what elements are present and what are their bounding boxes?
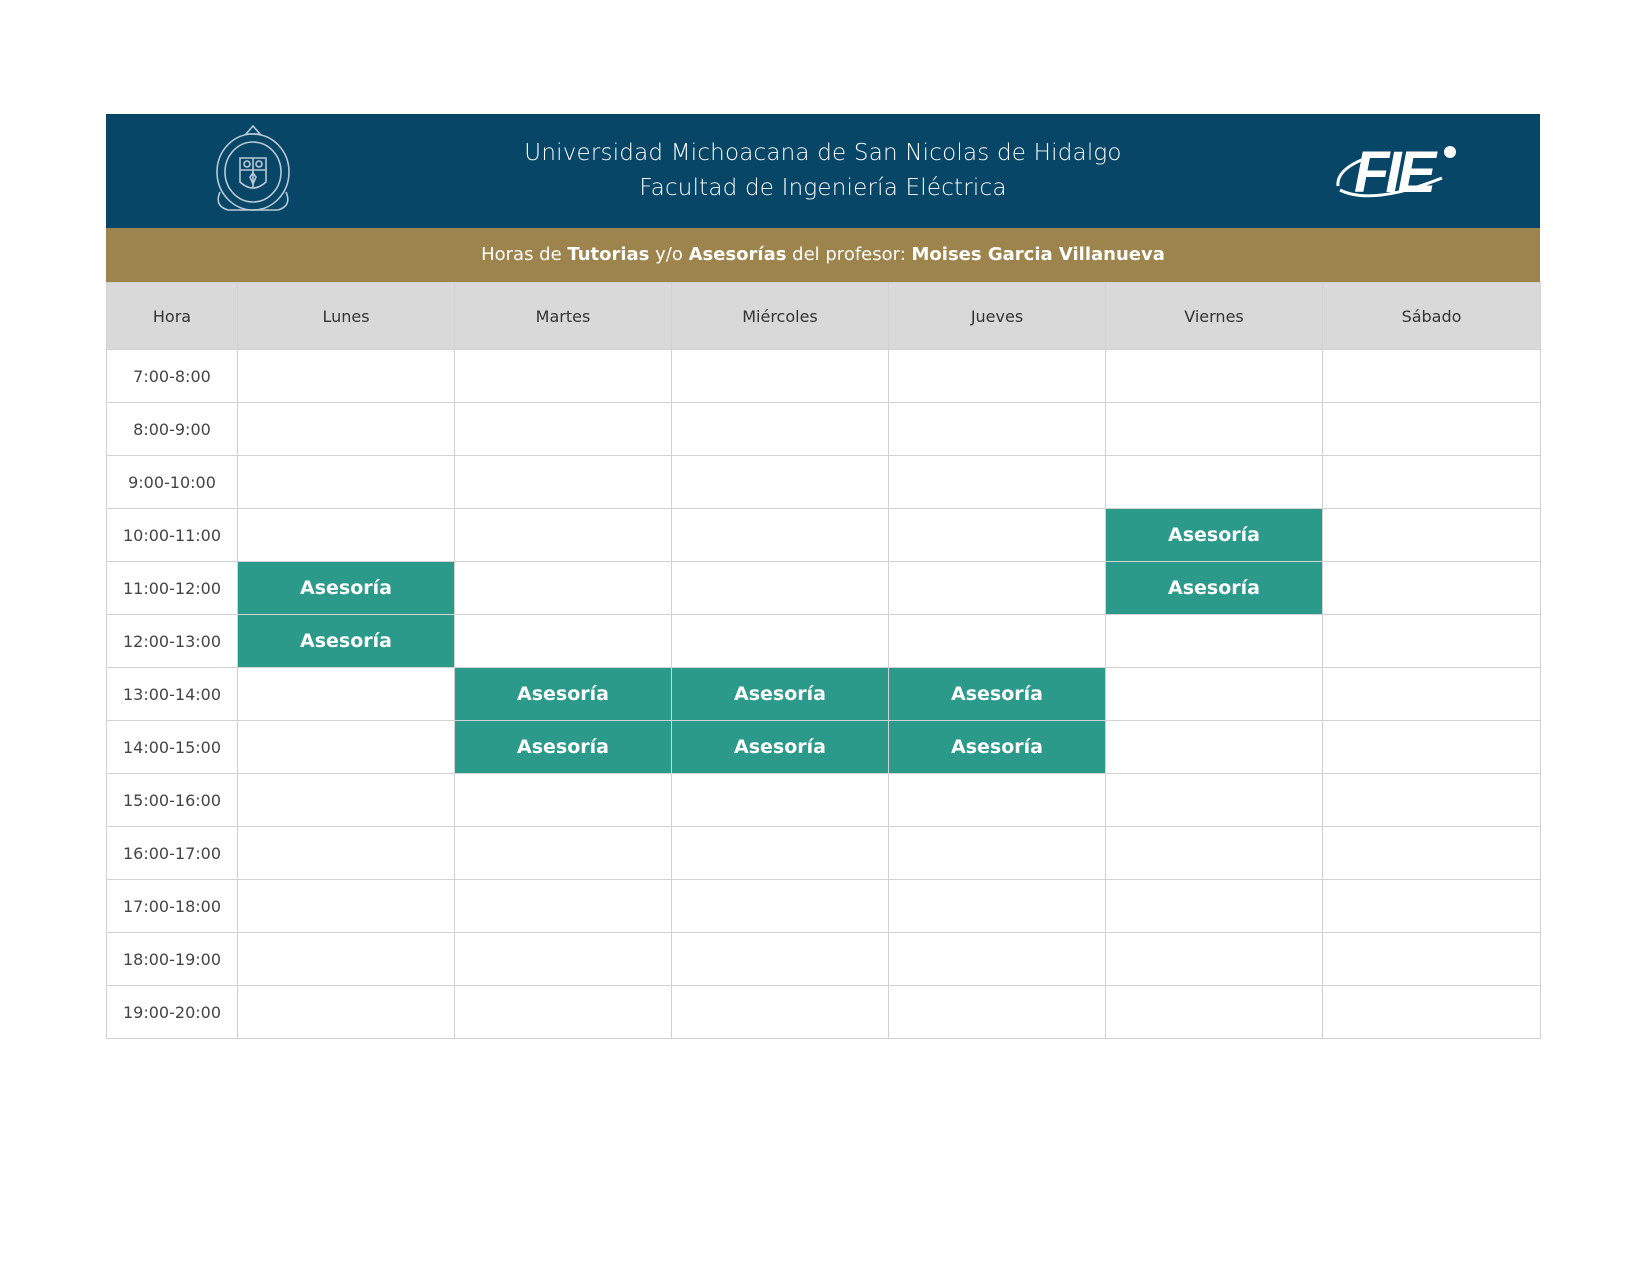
hour-cell: 8:00-9:00 [107,403,238,456]
empty-slot [1323,509,1541,562]
empty-slot [1323,721,1541,774]
schedule-row [107,721,1541,774]
schedule-row [107,668,1541,721]
university-seal-icon [210,122,296,218]
schedule-row [107,562,1541,615]
fie-logo-text: FIE [1354,140,1433,205]
faculty-name: Facultad de Ingeniería Eléctrica [639,175,1007,201]
hour-cell: 9:00-10:00 [107,456,238,509]
asesoria-slot: Asesoría [1106,509,1323,562]
hour-cell: 15:00-16:00 [107,774,238,827]
empty-slot [672,615,889,668]
schedule-body [107,350,1541,1039]
empty-slot [1323,774,1541,827]
subtitle-tutorias: Tutorias [567,244,650,265]
empty-slot [238,774,455,827]
empty-slot [889,350,1106,403]
schedule-table [106,282,1541,1039]
professor-name: Moises Garcia Villanueva [911,244,1165,265]
hour-cell: 11:00-12:00 [107,562,238,615]
schedule-row [107,827,1541,880]
hour-cell: 12:00-13:00 [107,615,238,668]
empty-slot [238,668,455,721]
empty-slot [672,880,889,933]
asesoria-slot: Asesoría [455,668,672,721]
empty-slot [1323,615,1541,668]
empty-slot [238,721,455,774]
empty-slot [1106,456,1323,509]
subtitle-prefix: Horas de [481,244,568,265]
schedule-row [107,615,1541,668]
schedule-row [107,350,1541,403]
hour-cell: 13:00-14:00 [107,668,238,721]
subtitle-asesorias: Asesorías [688,244,787,265]
empty-slot [672,933,889,986]
empty-slot [1106,827,1323,880]
empty-slot [1323,403,1541,456]
empty-slot [1323,350,1541,403]
column-header-4: Jueves [889,283,1106,350]
empty-slot [672,350,889,403]
empty-slot [672,509,889,562]
asesoria-slot: Asesoría [238,562,455,615]
empty-slot [238,827,455,880]
empty-slot [455,827,672,880]
empty-slot [1323,456,1541,509]
professor-band [106,228,1540,282]
empty-slot [455,509,672,562]
schedule-row [107,509,1541,562]
schedule-row [107,933,1541,986]
empty-slot [889,615,1106,668]
empty-slot [238,880,455,933]
empty-slot [238,456,455,509]
empty-slot [672,403,889,456]
column-header-0: Hora [107,283,238,350]
university-name: Universidad Michoacana de San Nicolas de Hidalgo [524,140,1122,166]
empty-slot [455,562,672,615]
empty-slot [1106,668,1323,721]
empty-slot [672,774,889,827]
empty-slot [455,774,672,827]
empty-slot [455,933,672,986]
empty-slot [1106,350,1323,403]
empty-slot [672,456,889,509]
institution-titles [406,136,1240,206]
empty-slot [672,986,889,1039]
empty-slot [1106,615,1323,668]
hour-cell: 18:00-19:00 [107,933,238,986]
empty-slot [1106,403,1323,456]
empty-slot [889,986,1106,1039]
hour-cell: 16:00-17:00 [107,827,238,880]
empty-slot [238,350,455,403]
empty-slot [1323,668,1541,721]
schedule-header-row [107,283,1541,350]
hour-cell: 7:00-8:00 [107,350,238,403]
subtitle-connector: y/o [649,244,689,265]
empty-slot [889,509,1106,562]
empty-slot [455,350,672,403]
schedule-row [107,774,1541,827]
subtitle-mid: del profesor: [786,244,912,265]
hour-cell: 19:00-20:00 [107,986,238,1039]
empty-slot [889,403,1106,456]
column-header-1: Lunes [238,283,455,350]
header-banner [106,114,1540,228]
empty-slot [238,403,455,456]
empty-slot [238,933,455,986]
asesoria-slot: Asesoría [889,668,1106,721]
empty-slot [889,562,1106,615]
asesoria-slot: Asesoría [455,721,672,774]
empty-slot [1323,880,1541,933]
schedule-sheet [106,114,1540,1039]
empty-slot [672,562,889,615]
hour-cell: 17:00-18:00 [107,880,238,933]
asesoria-slot: Asesoría [1106,562,1323,615]
empty-slot [889,774,1106,827]
hour-cell: 14:00-15:00 [107,721,238,774]
asesoria-slot: Asesoría [672,668,889,721]
empty-slot [889,880,1106,933]
column-header-5: Viernes [1106,283,1323,350]
empty-slot [889,456,1106,509]
empty-slot [889,933,1106,986]
empty-slot [1106,880,1323,933]
column-header-2: Martes [455,283,672,350]
fie-logo-icon [1332,128,1462,210]
column-header-6: Sábado [1323,283,1541,350]
empty-slot [455,986,672,1039]
empty-slot [455,403,672,456]
empty-slot [1323,986,1541,1039]
schedule-row [107,456,1541,509]
schedule-row [107,986,1541,1039]
empty-slot [455,615,672,668]
empty-slot [889,827,1106,880]
asesoria-slot: Asesoría [672,721,889,774]
schedule-row [107,403,1541,456]
empty-slot [238,509,455,562]
empty-slot [455,880,672,933]
column-header-3: Miércoles [672,283,889,350]
asesoria-slot: Asesoría [238,615,455,668]
empty-slot [1106,721,1323,774]
empty-slot [1106,986,1323,1039]
empty-slot [455,456,672,509]
empty-slot [238,986,455,1039]
empty-slot [1106,774,1323,827]
empty-slot [1106,933,1323,986]
empty-slot [1323,562,1541,615]
schedule-row [107,880,1541,933]
empty-slot [672,827,889,880]
empty-slot [1323,933,1541,986]
asesoria-slot: Asesoría [889,721,1106,774]
hour-cell: 10:00-11:00 [107,509,238,562]
empty-slot [1323,827,1541,880]
